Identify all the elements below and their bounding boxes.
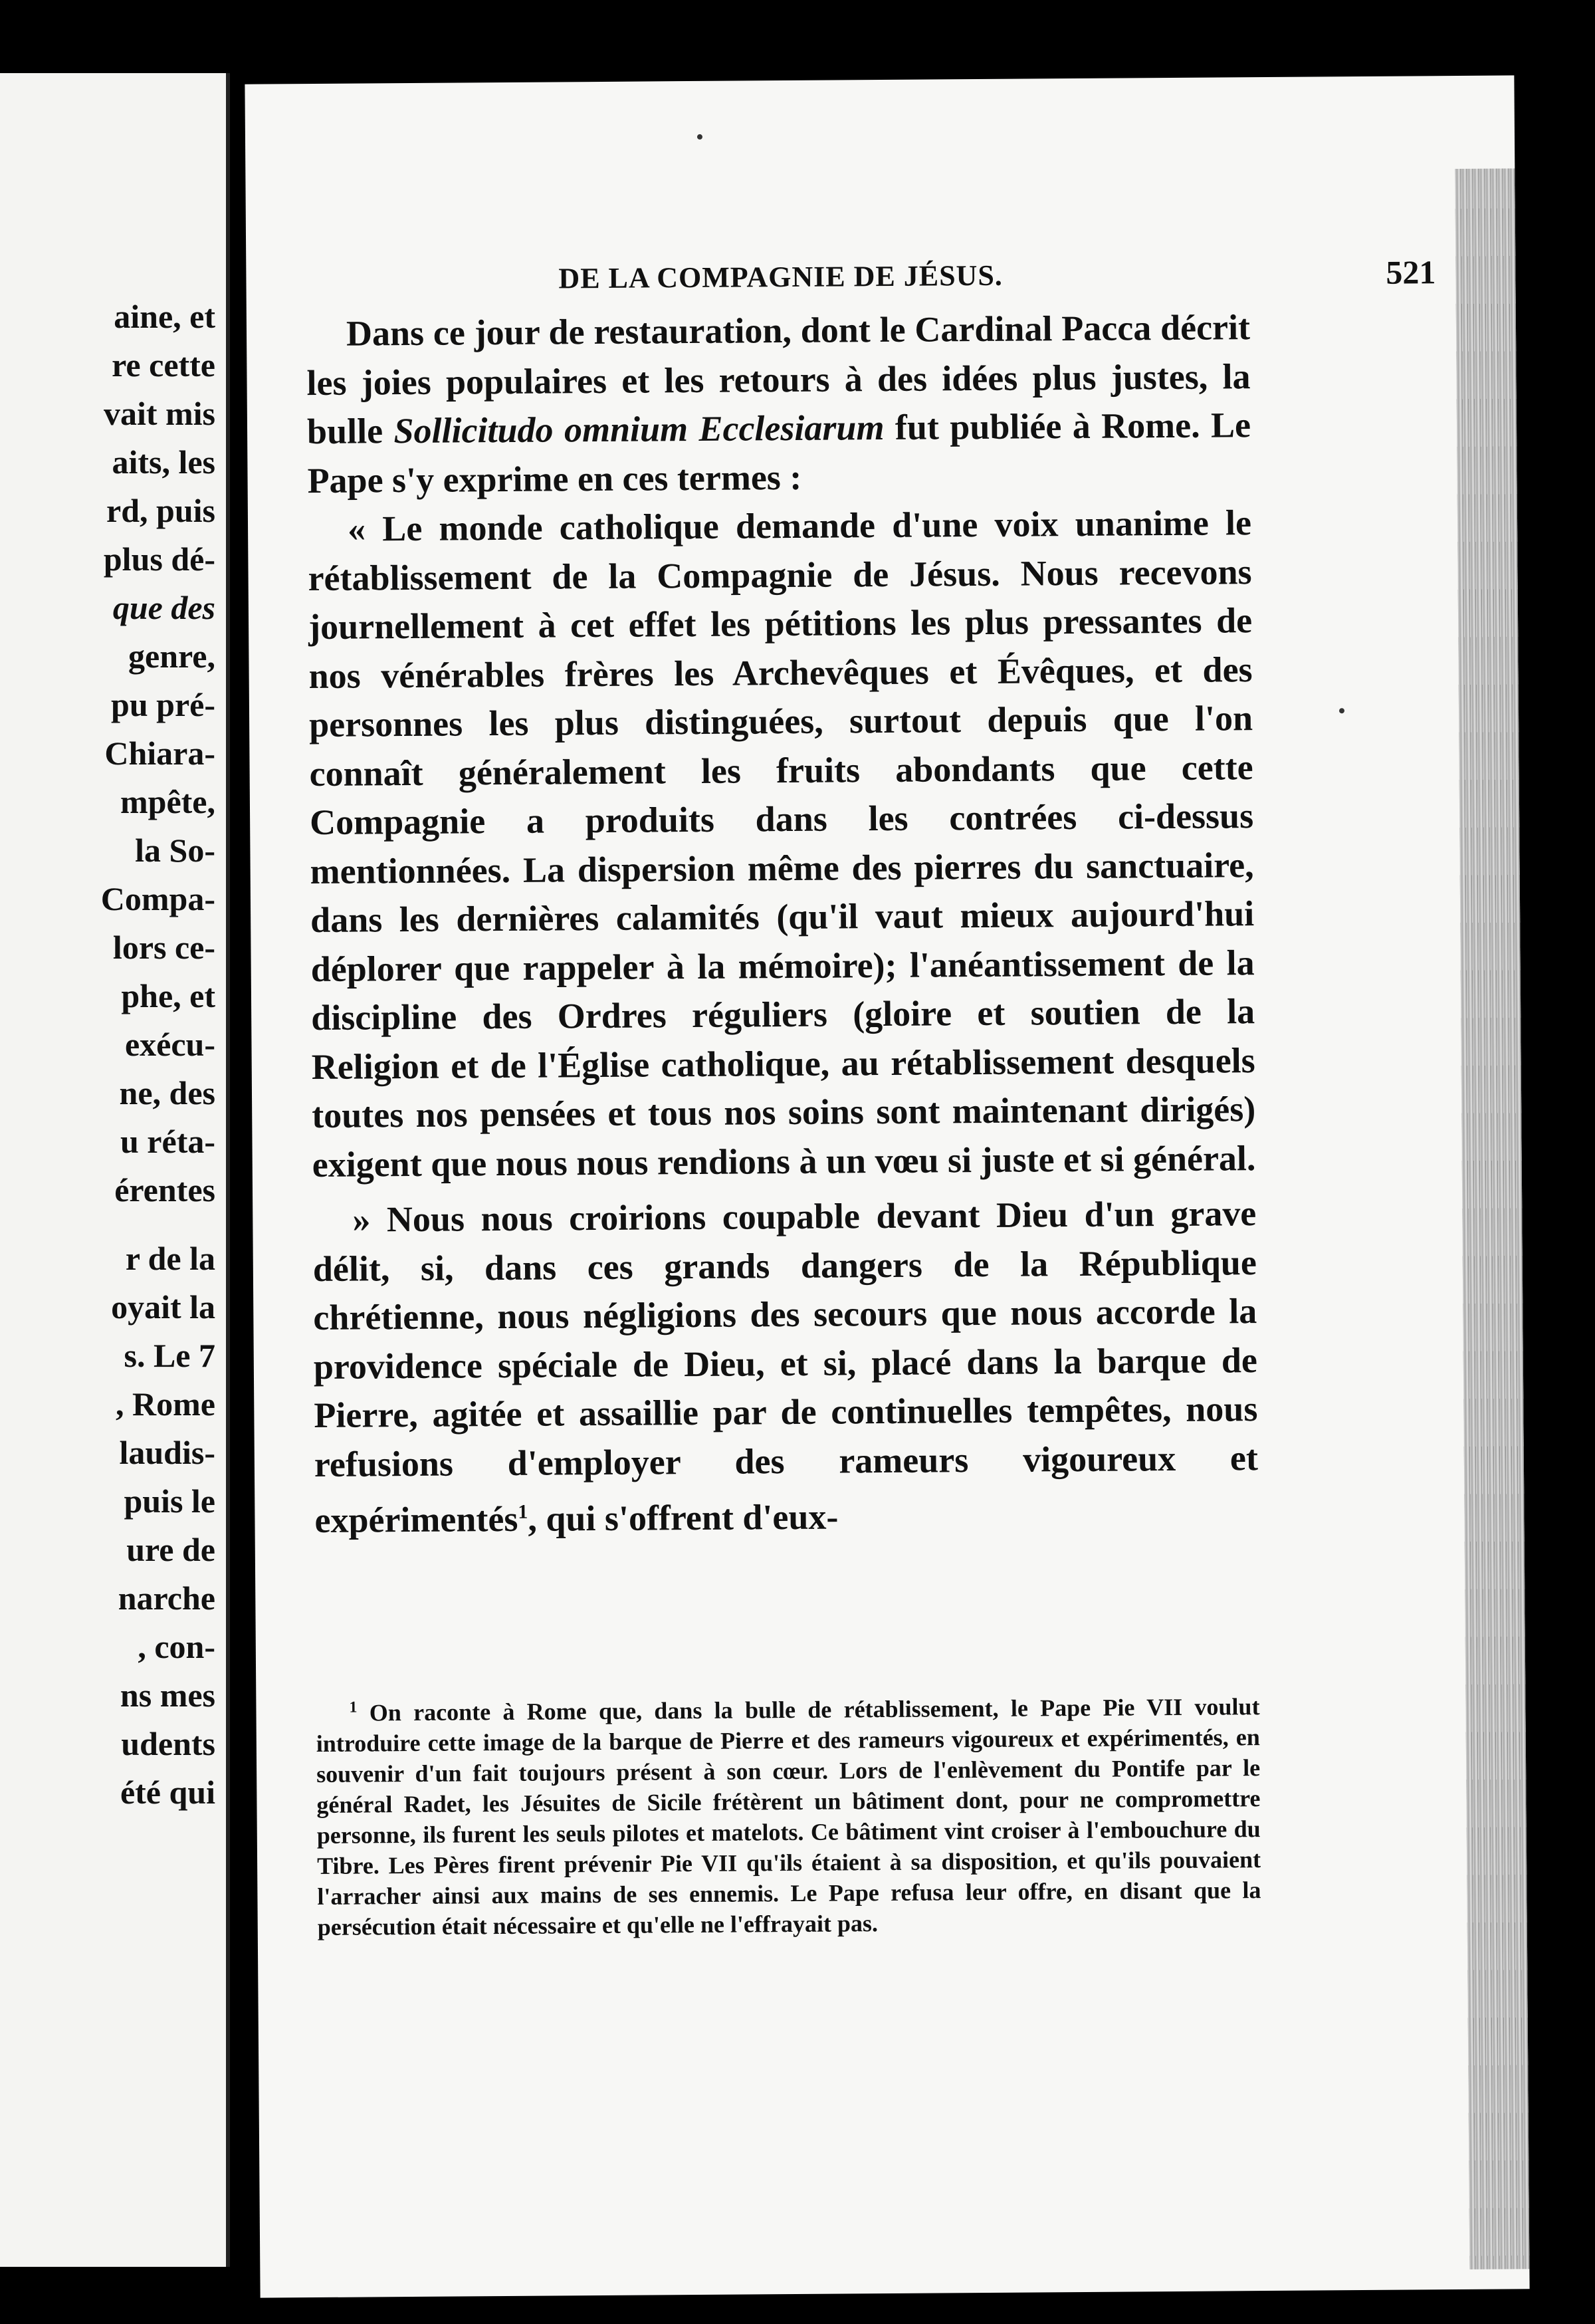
page-number: 521 — [1386, 253, 1436, 291]
left-line: érentes — [114, 1171, 215, 1209]
left-line: oyait la — [111, 1288, 215, 1326]
left-line: re cette — [112, 346, 215, 384]
left-line: r de la — [125, 1240, 215, 1277]
left-line: ns mes — [120, 1677, 215, 1714]
paragraph — [306, 303, 1251, 505]
bull-title: Sollicitudo omnium Ecclesiarum — [393, 407, 885, 451]
left-line: puis le — [124, 1482, 215, 1520]
left-line: , Rome — [116, 1385, 215, 1423]
paragraph-text: , qui s'offrent d'eux- — [528, 1496, 839, 1539]
left-line: lors ce- — [112, 929, 215, 966]
left-line: vait mis — [103, 395, 215, 432]
scan-speck — [1339, 708, 1344, 713]
paragraph-text: » Nous nous croirions coupable devant Dieu d'un grave délit, si, dans ces grands dangers de la République chrétienne, nous négligions des secours que nous accorde la providence spéciale de Dieu, et si, placé dans la barque de Pierre, agitée et assaillie par de continuelles tempêtes, nous refusions d'employer des rameurs vigoureux et expérimentés — [312, 1193, 1259, 1541]
left-line: Chiara- — [104, 735, 215, 772]
left-line-gap — [0, 1215, 219, 1234]
left-line: rd, puis — [106, 492, 215, 529]
running-head — [558, 255, 1436, 295]
left-line: pu pré- — [111, 686, 215, 723]
left-line: u réta- — [120, 1123, 215, 1160]
left-facing-page — [0, 73, 230, 2267]
left-line: s. Le 7 — [124, 1337, 215, 1374]
left-line: narche — [118, 1579, 215, 1617]
body-text — [306, 303, 1259, 1545]
left-line: été qui — [120, 1774, 215, 1811]
left-line: Compa- — [100, 880, 215, 917]
footnote — [316, 1686, 1261, 1942]
paragraph — [312, 1189, 1259, 1545]
scan-speck — [697, 134, 702, 140]
right-page — [245, 75, 1529, 2297]
left-line: que des — [112, 589, 215, 626]
left-line: udents — [121, 1725, 215, 1762]
paragraph-text: fut publiée à Rome. Le Pape s'y exprime en ces termes : — [307, 405, 1251, 501]
left-line: genre, — [128, 638, 215, 675]
footnote-ref: 1 — [518, 1500, 528, 1523]
footnote-marker: 1 — [349, 1698, 358, 1716]
left-page-text — [0, 292, 219, 1817]
left-line: ure de — [126, 1531, 215, 1568]
running-title: DE LA COMPAGNIE DE JÉSUS. — [558, 259, 1004, 295]
left-line: la So- — [135, 832, 215, 869]
left-line: plus dé- — [103, 540, 215, 578]
paragraph: « Le monde catholique demande d'une voix unanime le rétablissement de la Compagnie de Jésus. Nous recevons journellement à cet effet les pétitions les plus pressantes de nos vénérables frères les Archevêques et Évêques, et des personnes les plus distinguées, surtout depuis que l'on connaît généralement les fruits abondants que cette Compagnie a produits dans les contrées ci-dessus mentionnées. La dispersion même des pierres du sanctuaire, dans les dernières calamités (qu'il vaut mieux aujourd'hui déplorer que rappeler à la mémoire); l'anéantissement de la discipline des Ordres réguliers (gloire et soutien de la Religion et de l'Église catholique, au rétablissement desquels toutes nos pensées et tous nos soins sont maintenant dirigés) exigent que nous nous rendions à un vœu si juste et si général. — [308, 503, 1256, 1185]
footnote-text: On raconte à Rome que, dans la bulle de rétablissement, le Pape Pie VII voulut introduire cette image de la barque de Pierre et des rameurs vigoureux et expérimentés, en souvenir d'un fait toujours présent à son cœur. Lors de l'enlèvement du Pontife par le général Radet, les Jésuites de Sicile frétèrent un bâtiment dont, pour ne compromettre personne, ils furent les seuls pilotes et matelots. Ce bâtiment vint croiser à l'embouchure du Tibre. Les Pères firent prévenir Pie VII qu'ils étaient à sa disposition, et qu'ils pouvaient l'arracher ainsi aux mains de ses ennemis. Le Pape refusa leur offre, en disant que la persécution était nécessaire et qu'elle ne l'effrayait pas. — [316, 1693, 1261, 1941]
left-line: aine, et — [114, 298, 215, 335]
left-line: ne, des — [119, 1074, 215, 1111]
left-line: mpête, — [120, 783, 215, 820]
left-line: aits, les — [112, 443, 215, 481]
page-edge-stack — [1455, 168, 1529, 2269]
left-line: phe, et — [121, 977, 215, 1014]
left-line: laudis- — [119, 1434, 215, 1471]
left-line: , con- — [138, 1628, 215, 1665]
left-line: exécu- — [124, 1026, 215, 1063]
paragraph-text: Dans ce jour de restauration, dont le Cardinal Pacca décrit les joies populaires et les retours à des idées plus justes, la bulle — [306, 307, 1251, 452]
